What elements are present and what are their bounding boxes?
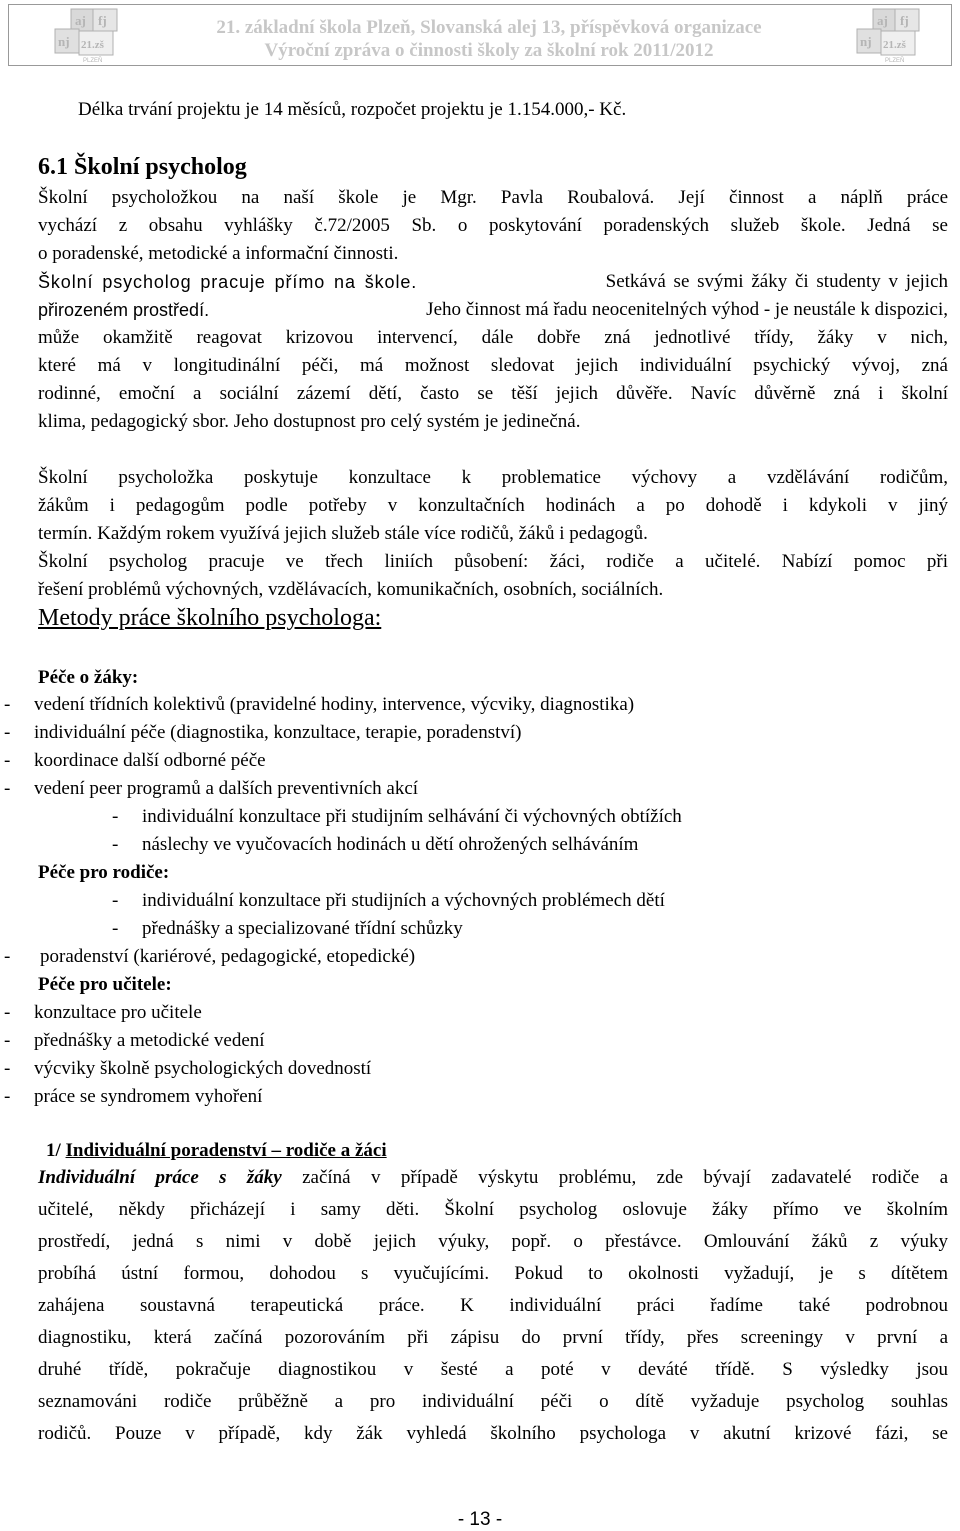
school-logo-left [53, 8, 119, 64]
dash: - [112, 918, 119, 939]
logo-text-aj: aj [75, 13, 86, 28]
sub1-line-8: seznamováni rodiče průběžně a pro individuální péči o dítě vyžaduje psycholog souhlas [38, 1391, 948, 1412]
subsection-1-heading [46, 1140, 387, 1162]
para3-line-1: Školní psycholožka poskytuje konzultace k problematice výchovy a vzdělávání rodičům, [38, 467, 948, 488]
para1-line-3: o poradenské, metodické a informační činnosti. [38, 243, 399, 264]
sub1-line-4: probíhá ústní formou, dohodou s vyučujícími. Pokud to okolnosti vyžadují, je s dítětem [38, 1263, 948, 1284]
sub1-line-6: diagnostiku, která začíná pozorováním při zápisu do první třídy, přes screeningy v první a [38, 1327, 948, 1348]
subsection-1-prefix: 1/ [46, 1140, 61, 1161]
para2-line-3: může okamžitě reagovat krizovou intervencí, dále dobře zná jednotlivé třídy, žáky v nich, [38, 327, 948, 348]
care-students-subitem-2: náslechy ve vyučovacích hodinách u dětí ohrožených selháváním [142, 834, 639, 855]
sub1-line-3: prostředí, jedná s nimi v době jejich výuky, popř. o přestávce. Omlouvání žáků z výuky [38, 1231, 948, 1252]
care-teachers-title: Péče pro učitele: [38, 974, 172, 995]
para2-serif-a: Setkává se svými žáky či studenty v jejich [605, 271, 948, 292]
para2-sans-b: přirozeném prostředí. [38, 300, 210, 320]
dash: - [4, 778, 11, 799]
logo-text-fj: fj [900, 13, 909, 28]
dash: - [4, 1058, 11, 1079]
logo-text-21zs: 21.zš [81, 39, 104, 51]
page-number: - 13 - [457, 1509, 503, 1530]
logo-caption: PLZEŇ [885, 58, 905, 64]
sub1-line-7: druhé třídě, pokračuje diagnostikou v šesté a poté v deváté třídě. S výsledky jsou [38, 1359, 948, 1380]
header-line-1: 21. základní škola Plzeň, Slovanská alej 13, příspěvková organizace [216, 17, 762, 38]
para2-line-5: rodinné, emoční a sociální zázemí dětí, často se těší jejich důvěře. Navíc důvěrně zná i školní [38, 383, 948, 404]
subsection-1-title: Individuální poradenství – rodiče a žáci [65, 1140, 387, 1161]
care-teachers-item-1: konzultace pro učitele [34, 1002, 202, 1023]
care-students-subitem-1: individuální konzultace při studijním selhávání či výchovných obtížích [142, 806, 682, 827]
sub1-line-5: zahájena soustavná terapeutická práce. K individuální práci řadíme také podrobnou [38, 1295, 948, 1316]
dash: - [4, 946, 11, 967]
sub1-line-9: rodičů. Pouze v případě, kdy žák vyhledá školního psychologa v akutní krizové fázi, se [38, 1423, 948, 1444]
dash: - [4, 722, 11, 743]
para3-line-3: termín. Každým rokem využívá jejich služeb stále více rodičů, žáků i pedagogů. [38, 523, 648, 544]
para1-line-1: Školní psycholožkou na naší škole je Mgr. Pavla Roubalová. Její činnost a náplň práce [38, 187, 948, 208]
care-students-item-3: koordinace další odborné péče [34, 750, 266, 771]
care-students-title: Péče o žáky: [38, 667, 139, 688]
care-students-item-2: individuální péče (diagnostika, konzultace, terapie, poradenství) [34, 722, 522, 743]
care-parents-extra: poradenství (kariérové, pedagogické, etopedické) [40, 946, 416, 967]
section-title: 6.1 Školní psycholog [38, 154, 247, 180]
care-students-item-4: vedení peer programů a dalších preventivních akcí [34, 778, 419, 799]
care-parents-title: Péče pro rodiče: [38, 862, 170, 883]
dash: - [4, 750, 11, 771]
para2-line-2 [38, 299, 948, 322]
logo-text-aj: aj [877, 13, 888, 28]
dash: - [112, 834, 119, 855]
sub1-lead-italic: Individuální práce s žáky [38, 1167, 282, 1188]
dash: - [112, 806, 119, 827]
header-line-2: Výroční zpráva o činnosti školy za školní rok 2011/2012 [264, 40, 714, 61]
para2-sans-a: Školní psycholog pracuje přímo na škole. [38, 272, 418, 292]
para2-line-4: které má v longitudinální péči, má možnost sledovat jejich individuální psychický vývoj, zná [38, 355, 948, 376]
para1-line-2: vychází z obsahu vyhlášky č.72/2005 Sb. o poskytování poradenských služeb škole. Jedná se [38, 215, 948, 236]
sub1-lead-rest: začíná v případě výskytu problému, zde bývají zadavatelé rodiče a [302, 1167, 949, 1188]
logo-text-21zs: 21.zš [883, 39, 906, 51]
care-parents-subitem-2: přednášky a specializované třídní schůzky [142, 918, 463, 939]
care-students-item-1: vedení třídních kolektivů (pravidelné hodiny, intervence, výcviky, diagnostika) [34, 694, 635, 715]
dash: - [4, 1002, 11, 1023]
methods-title: Metody práce školního psychologa: [38, 605, 382, 631]
care-teachers-item-4: práce se syndromem vyhoření [34, 1086, 263, 1107]
logo-text-nj: nj [58, 34, 70, 49]
care-teachers-item-3: výcviky školně psychologických dovedností [34, 1058, 372, 1079]
page-header [8, 4, 952, 66]
dash: - [4, 1086, 11, 1107]
dash: - [4, 694, 11, 715]
sub1-line-1 [38, 1163, 948, 1193]
intro-text: Délka trvání projektu je 14 měsíců, rozpočet projektu je 1.154.000,- Kč. [78, 99, 627, 120]
logo-text-fj: fj [98, 13, 107, 28]
logo-caption: PLZEŇ [83, 58, 103, 64]
sub1-line-2: učitelé, někdy přicházejí i samy děti. Školní psycholog oslovuje žáky přímo ve školním [38, 1199, 948, 1220]
dash: - [4, 1030, 11, 1051]
para3-line-2: žákům i pedagogům podle potřeby v konzultačních hodinách a po dohodě i kdykoli v jiný [38, 495, 948, 516]
para2-line-1 [38, 271, 948, 294]
care-teachers-item-2: přednášky a metodické vedení [34, 1030, 265, 1051]
logo-text-nj: nj [860, 34, 872, 49]
para2-serif-b: Jeho činnost má řadu neocenitelných výhod - je neustále k dispozici, [426, 299, 948, 320]
dash: - [112, 890, 119, 911]
school-logo-right [855, 8, 921, 64]
para2-line-6: klima, pedagogický sbor. Jeho dostupnost pro celý systém je jedinečná. [38, 411, 581, 432]
para3-line-4: Školní psycholog pracuje ve třech liniích působení: žáci, rodiče a učitelé. Nabízí pomoc při [38, 551, 948, 572]
care-parents-subitem-1: individuální konzultace při studijních a výchovných problémech dětí [142, 890, 665, 911]
para3-line-5: řešení problémů výchovných, vzdělávacích, komunikačních, osobních, sociálních. [38, 579, 664, 600]
